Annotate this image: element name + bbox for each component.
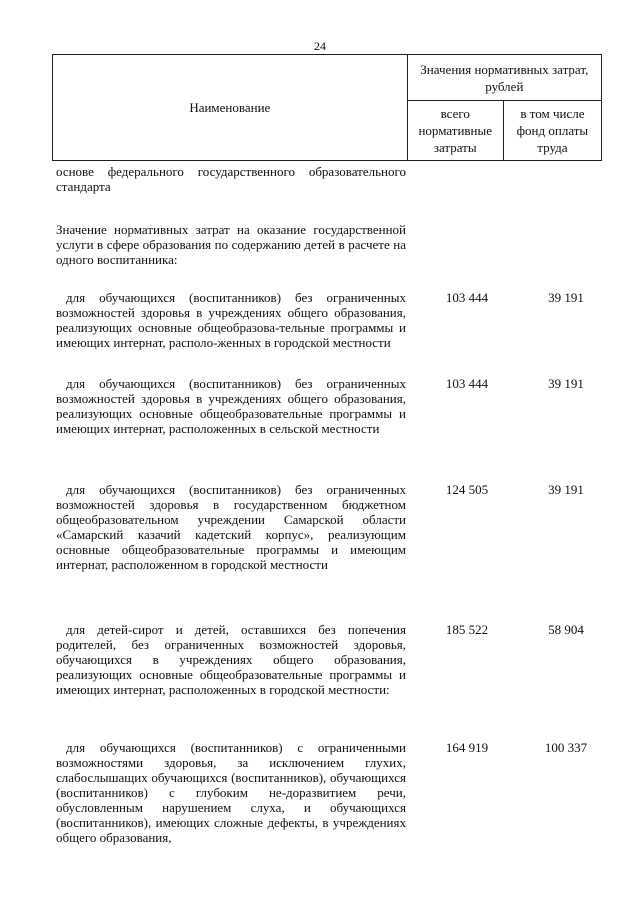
row-total-value: 103 444 <box>445 290 489 305</box>
row-text: для обучающихся (воспитанников) с ограниченными возможностями здоровья, за исключением глухих, слабослышащих обучающихся (воспитанников), обучающихся (воспитанников) с глубоким не-доразвитием речи, обусловленным нарушением слуха, и обучающихся (воспитанников), имеющих сложные дефекты, в учреждениях общего образования, <box>56 740 406 845</box>
row-total-value: 164 919 <box>445 740 489 755</box>
page-number: 24 <box>314 39 326 53</box>
row-total-value: 103 444 <box>445 376 489 391</box>
row-fund-value: 39 191 <box>548 482 584 497</box>
row-total-value: 124 505 <box>445 482 489 497</box>
row-text: для детей-сирот и детей, оставшихся без попечения родителей, без ограниченных возможностей здоровья, обучающихся в учреждениях общего образования, реализующих основные общеобразовательные программы и имеющих интернат, расположенных в городской местности: <box>56 622 406 697</box>
header-total-column: всего нормативные затраты <box>407 101 503 161</box>
header-name-column: Наименование <box>53 55 408 161</box>
table-header <box>52 54 602 161</box>
row-text: для обучающихся (воспитанников) без ограниченных возможностей здоровья в учреждениях общего образования, реализующих основные общеобразова-тельные программы и имеющих интернат, располо-женных в городской местности <box>56 290 406 350</box>
row-fund-value: 100 337 <box>544 740 588 755</box>
row-text: основе федерального государственного образовательного стандарта <box>56 164 406 194</box>
row-total-value: 185 522 <box>445 622 489 637</box>
header-values-title: Значения нормативных затрат, рублей <box>407 55 601 101</box>
row-text: для обучающихся (воспитанников) без ограниченных возможностей здоровья в государственном бюджетном общеобразовательном учреждении Самарской области «Самарский казачий кадетский корпус», реализующим основные общеобразовательные программы и имеющим интернат, расположенном в городской местности <box>56 482 406 572</box>
row-text: для обучающихся (воспитанников) без ограниченных возможностей здоровья в учреждениях общего образования, реализующих основные общеобразовательные программы и имеющих интернат, расположенных в сельской местности <box>56 376 406 436</box>
row-fund-value: 58 904 <box>548 622 584 637</box>
row-fund-value: 39 191 <box>548 290 584 305</box>
row-fund-value: 39 191 <box>548 376 584 391</box>
row-text: Значение нормативных затрат на оказание государственной услуги в сфере образования по содержанию детей в расчете на одного воспитанника: <box>56 222 406 267</box>
header-fund-column: в том числе фонд оплаты труда <box>503 101 601 161</box>
